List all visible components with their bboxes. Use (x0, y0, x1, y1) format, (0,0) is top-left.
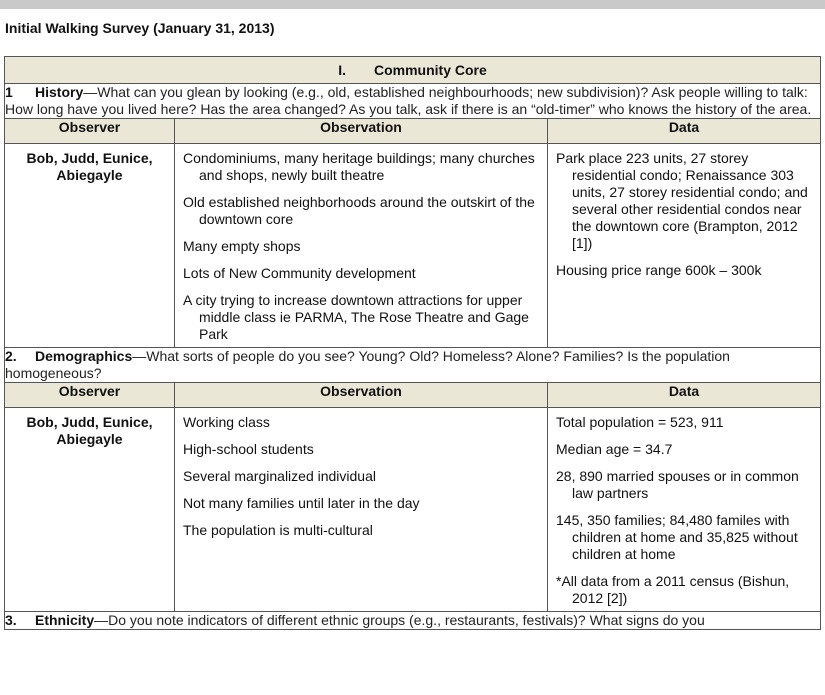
observation-item: Lots of New Community development (183, 265, 416, 281)
observation-item: The population is multi-cultural (183, 522, 373, 538)
data-item: Park place 223 units, 27 storey residential condo; Renaissance 303 units, 27 storey residential condo; and several other residential condos near the downtown core (Brampton, 2012 [1]) (556, 150, 808, 251)
question-label: Demographics (35, 348, 133, 364)
observation-item: Working class (183, 414, 270, 430)
observation-item: Not many families until later in the day (183, 495, 420, 511)
observation-column-header: Observation (175, 383, 548, 408)
question-cell (5, 612, 821, 630)
section-title: Community Core (373, 61, 487, 78)
observer-column-header: Observer (5, 383, 175, 408)
question-number: 3. (5, 612, 17, 628)
observer-column-header: Observer (5, 119, 175, 144)
question-text: —What can you glean by looking (e.g., old, established neighbourhoods; new subdivision)? Ask people willing to talk: How long have you lived here? Has the area changed? As you talk, ask if there is an “old-timer” who knows the history of the area. (5, 84, 812, 117)
question-text: —What sorts of people do you see? Young? Old? Homeless? Alone? Families? Is the population homogeneous? (5, 348, 730, 381)
question-cell (5, 348, 821, 383)
observation-column-header: Observation (175, 119, 548, 144)
column-header-row (5, 383, 821, 408)
table-row (5, 144, 821, 348)
question-label: History (35, 84, 84, 100)
data-column-header: Data (548, 383, 821, 408)
observation-item: Condominiums, many heritage buildings; many churches and shops, newly built theatre (183, 150, 535, 183)
observation-item: A city trying to increase downtown attractions for upper middle class ie PARMA, The Rose Theatre and Gage Park (183, 292, 529, 342)
top-bar (0, 0, 825, 9)
section-header-row (5, 57, 821, 84)
data-item: Median age = 34.7 (556, 441, 673, 457)
observation-cell (175, 408, 548, 612)
question-number: 1 (5, 84, 13, 100)
question-row (5, 84, 821, 119)
observation-item: High-school students (183, 441, 314, 457)
question-row (5, 348, 821, 383)
data-column-header: Data (548, 119, 821, 144)
data-item: 28, 890 married spouses or in common law partners (556, 468, 799, 501)
data-item: 145, 350 families; 84,480 familes with children at home and 35,825 without children at home (556, 512, 798, 562)
data-item: *All data from a 2011 census (Bishun, 2012 [2]) (556, 573, 790, 606)
data-cell (548, 408, 821, 612)
observation-cell (175, 144, 548, 348)
question-number: 2. (5, 348, 17, 364)
walking-survey-table (4, 56, 821, 630)
observer-cell: Bob, Judd, Eunice, Abiegayle (5, 144, 175, 348)
document-title: Initial Walking Survey (January 31, 2013) (5, 20, 275, 36)
question-text: —Do you note indicators of different ethnic groups (e.g., restaurants, festivals)? What signs do you (94, 612, 705, 628)
observation-item: Many empty shops (183, 238, 301, 254)
question-cell (5, 84, 821, 119)
data-item: Housing price range 600k – 300k (556, 262, 762, 278)
data-item: Total population = 523, 911 (556, 414, 724, 430)
section-header (5, 57, 821, 84)
question-row (5, 612, 821, 630)
table-row (5, 408, 821, 612)
observation-item: Old established neighborhoods around the outskirt of the downtown core (183, 194, 535, 227)
column-header-row (5, 119, 821, 144)
data-cell (548, 144, 821, 348)
observation-item: Several marginalized individual (183, 468, 376, 484)
observer-cell: Bob, Judd, Eunice, Abiegayle (5, 408, 175, 612)
section-number: I. (338, 61, 346, 78)
question-label: Ethnicity (35, 612, 95, 628)
